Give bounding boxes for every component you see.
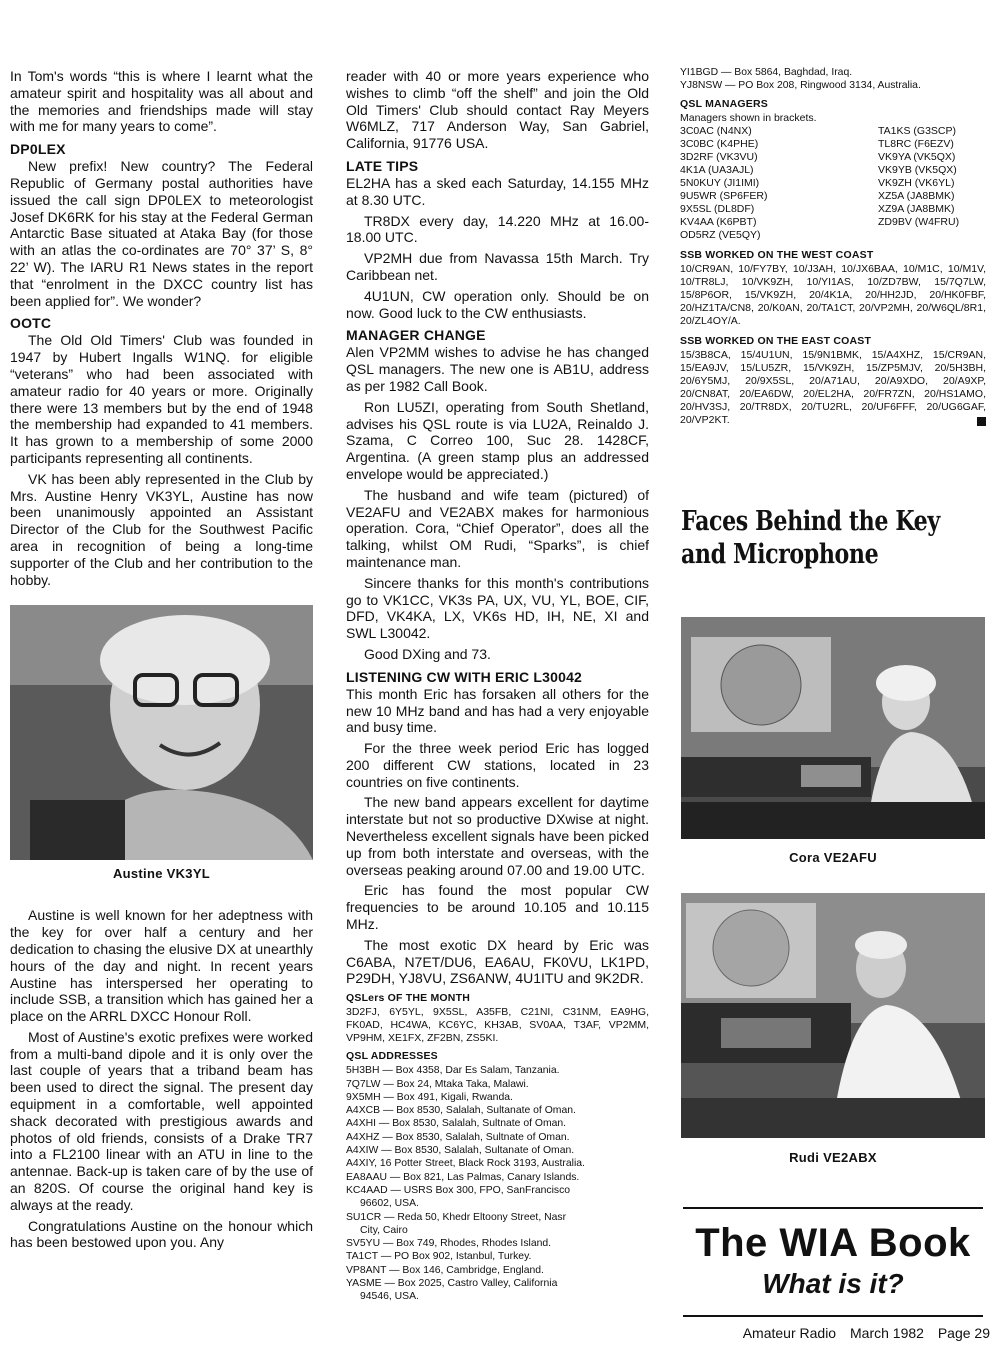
faces-section-title: Faces Behind the Key and Microphone <box>681 506 940 570</box>
manager-entry: 4K1A (UA3AJL) <box>680 163 754 176</box>
listening-heading: LISTENING CW WITH ERIC L30042 <box>346 668 583 685</box>
manager-paragraph-5: Good DXing and 73. <box>364 645 491 662</box>
late-tip-1: EL2HA has a sked each Saturday, 14.155 MHz at 8.30 UTC. <box>346 174 649 208</box>
manager-entry: TA1KS (G3SCP) <box>878 124 956 137</box>
address-continuation: 94546, USA. <box>360 1291 419 1303</box>
page-footer <box>700 1325 990 1341</box>
manager-entry: VK9YA (VK5QX) <box>878 150 956 163</box>
qsl-address-list <box>346 1064 649 1303</box>
listening-paragraph-2: For the three week period Eric has logged 200 different CW stations, located in 23 countries on five continents. <box>346 740 649 790</box>
austine-portrait-illustration <box>10 605 313 860</box>
ootc-paragraph-1: The Old Old Timers' Club was founded in 1947 by Hubert Ingalls W1NQ. for eligible “veterans” who had been associated with amateur radio for 40 years or more. Originally there were 13 members but by the end of 1948 the membership had expanded to 41 members. It has grown to a membership of some 2000 participants representing all continents. <box>10 332 313 466</box>
address-item: KC4AAD — USRS Box 300, FPO, SanFrancisco <box>346 1184 571 1196</box>
ootc-paragraph-2: VK has been ably represented in the Club by Mrs. Austine Henry VK3YL, Austine has now been unanimously appointed an Assistant Director of the Club for the Southwest Pacific area in recognition of being a long-time supporter of the Club and her contribution to the hobby. <box>10 470 313 588</box>
column-3 <box>680 66 986 427</box>
cora-photo <box>681 617 985 839</box>
manager-paragraph-1: Alen VP2MM wishes to advise he has changed QSL managers. The new one is AB1U, address as per 1982 Call Book. <box>346 344 649 394</box>
column-1 <box>10 68 313 1251</box>
late-tips-heading: LATE TIPS <box>346 157 419 174</box>
east-coast-heading: SSB WORKED ON THE EAST COAST <box>680 334 872 347</box>
address-item: A4XIW — Box 8530, Salalah, Sultanate of Oman. <box>346 1145 575 1157</box>
wia-book-advert <box>683 1207 983 1317</box>
rudi-caption: Rudi VE2ABX <box>789 1150 877 1165</box>
manager-paragraph-4: Sincere thanks for this month's contributions go to VK1CC, VK3s PA, UX, VU, YL, BOE, CIF, DFD, VK4KA, LX, VK6s HD, IH, NE, XI and SWL L30042. <box>346 574 649 642</box>
address-item: A4XHI — Box 8530, Salalah, Sultnate of Oman. <box>346 1118 567 1130</box>
address-continuation: City, Cairo <box>360 1224 408 1236</box>
late-tip-4: 4U1UN, CW operation only. Should be on now. Good luck to the CW enthusiasts. <box>346 287 649 321</box>
east-coast-list <box>680 349 986 427</box>
listening-paragraph-4: Eric has found the most popular CW frequencies to be around 10.105 and 10.115 MHz. <box>346 882 649 933</box>
manager-entry: 9U5WR (SP6FER) <box>680 189 768 202</box>
address-item: YI1BGD — Box 5864, Baghdad, Iraq. <box>680 67 853 78</box>
dp0lex-paragraph: New prefix! New country? The Federal Republic of Germany postal authorities have issued the call sign DP0LEX to meteorologist Josef DK6RK for his stay at the Federal German Antarctic Base situated at Ataka Bay (for those with an atlas the co-ordinates are 70° 37’ S, 8° 22’ W). The IARU R1 News states in the report that “enrolment in the DXCC country list has been applied for”. We wonder? <box>10 158 313 309</box>
late-tip-3: VP2MH due from Navassa 15th March. Try Caribbean net. <box>346 250 649 283</box>
qslers-list: 3D2FJ, 6Y5YL, 9X5SL, A35FB, C21NI, C31NM, EA9HG, FK0AD, HC4WA, KC6YC, KH3AB, SV0AA, T3AF, VP2MM, VP9HM, XE1FX, ZF2BN, ZS5KI. <box>346 1006 649 1045</box>
manager-entry: ZD9BV (W4FRU) <box>878 215 960 228</box>
late-tip-2: TR8DX every day, 14.220 MHz at 16.00-18.00 UTC. <box>346 212 649 246</box>
manager-entry: KV4AA (K6PBT) <box>680 215 757 228</box>
address-item: A4XHZ — Box 8530, Salalah, Sultnate of Oman. <box>346 1131 570 1143</box>
address-item: A4XIY, 16 Potter Street, Black Rock 3193, Australia. <box>346 1158 585 1170</box>
manager-entry: 3C0BC (K4PHE) <box>680 137 759 150</box>
address-item: 9X5MH — Box 491, Kigali, Rwanda. <box>346 1091 513 1103</box>
east-coast-text: 15/3B8CA, 15/4U1UN, 15/9N1BMK, 15/A4XHZ, 15/CR9AN, 15/EA9JV, 15/LU5ZR, 15/VK9ZH, 15/ZP5MJV, 20/5H3BH, 20/6Y5MJ, 20/9X5SL, 20/A71AU, 20/A9XDO, 20/A9XP, 20/CN8AT, 20/EA6DW, 20/EL2HA, 20/FR7ZN, 20/HS1AMO, 20/HV3SJ, 20/TR8DX, 20/TU2RL, 20/UF6FFF, 20/UG6GAF, 20/VP2KT. <box>680 348 986 426</box>
address-continuation: 96602, USA. <box>360 1198 419 1210</box>
austine-paragraph-2: Most of Austine's exotic prefixes were worked from a multi-band dipole and it is only over the last couple of years that a triband beam has been used to direct the signal. The present day equipment in a comfortable, well appointed shack decorated with prestigious awards and photos of old friends, consists of a Drake TR7 into a FL2100 linear with an ATU in line to the antennae. Back-up is taken care of by the use of an 820S. Of course the original hand key is always at the ready. <box>10 1028 313 1213</box>
austine-caption: Austine VK3YL <box>112 866 211 882</box>
west-coast-heading: SSB WORKED ON THE WEST COAST <box>680 248 874 261</box>
manager-entry: VK9YB (VK5QX) <box>878 163 957 176</box>
qsl-addresses-heading: QSL ADDRESSES <box>346 1050 438 1063</box>
address-item: SV5YU — Box 749, Rhodes, Rhodes Island. <box>346 1238 552 1250</box>
listening-paragraph-1: This month Eric has forsaken all others for the new 10 MHz band and has had a very enjoyable and busy time. <box>346 685 649 736</box>
manager-entry: 3C0AC (N4NX) <box>680 124 752 137</box>
qsl-managers-table <box>680 125 986 242</box>
end-of-article-mark <box>977 417 986 426</box>
rudi-shack-illustration <box>681 893 985 1138</box>
rudi-photo <box>681 893 985 1138</box>
address-item: EA8AAU — Box 821, Las Palmas, Canary Islands. <box>346 1171 580 1183</box>
manager-entry: TL8RC (F6EZV) <box>878 137 954 150</box>
address-item: 7Q7LW — Box 24, Mtaka Taka, Malawi. <box>346 1078 529 1090</box>
ootc-continuation: reader with 40 or more years experience who wishes to climb “off the shelf” and join the Old Old Timers' Club should contact Ray Meyers W6MLZ, 717 Anderson Way, San Gabriel, California, 91776 USA. <box>346 68 649 152</box>
address-item: VP8ANT — Box 146, Cambridge, England. <box>346 1264 544 1276</box>
manager-paragraph-3: The husband and wife team (pictured) of VE2AFU and VE2ABX makes for harmonious operation. Cora, “Chief Operator”, does all the talking, whilst OM Rudi, “Sparks”, is chief maintenance man. <box>346 486 649 570</box>
manager-entry: 5N0KUY (JI1IMI) <box>680 176 760 189</box>
manager-entry: 9X5SL (DL8DF) <box>680 202 755 215</box>
listening-paragraph-3: The new band appears excellent for daytime interstate but not so productive DXwise at night. Nevertheless excellent signals have been picked up from both interstate and overseas, with the overseas peaking around 07.00 and 19.00 UTC. <box>346 794 649 878</box>
address-item: SU1CR — Reda 50, Khedr Eltoony Street, Nasr <box>346 1211 567 1223</box>
manager-entry: XZ5A (JA8BMK) <box>878 189 955 202</box>
manager-entry <box>878 229 986 242</box>
managers-note: Managers shown in brackets. <box>680 111 817 124</box>
wia-book-title: The WIA Book <box>695 1221 971 1265</box>
top-address-list <box>680 66 986 93</box>
address-item: YJ8NSW — PO Box 208, Ringwood 3134, Australia. <box>680 80 921 92</box>
manager-entry: OD5RZ (VE5QY) <box>680 228 761 241</box>
listening-paragraph-5: The most exotic DX heard by Eric was C6ABA, N7ET/DU6, EA6AU, FK0VU, LK1PD, P29DH, YJ8VU, ZS6ANW, 4U1ITU and 9K2DR. <box>346 936 649 987</box>
address-item: TA1CT — PO Box 902, Istanbul, Turkey. <box>346 1251 532 1263</box>
intro-paragraph: In Tom's words “this is where I learnt what the amateur spirit and hospitality was all about and the memories and friendships made will stay with me for many years to come”. <box>10 68 313 135</box>
wia-book-subtitle: What is it? <box>762 1268 904 1299</box>
issue-date: March 1982 <box>850 1325 924 1341</box>
address-item: A4XCB — Box 8530, Salalah, Sultanate of Oman. <box>346 1105 576 1117</box>
cora-shack-illustration <box>681 617 985 839</box>
manager-entry: VK9ZH (VK6YL) <box>878 176 955 189</box>
address-item: 5H3BH — Box 4358, Dar Es Salam, Tanzania. <box>346 1065 560 1077</box>
manager-paragraph-2: Ron LU5ZI, operating from South Shetland, advises his QSL route is via LU2A, Reinaldo J. Szama, C Correo 100, Suc 28. 1428CF, Argentina. (A green stamp plus an addressed envelope would be appreciated.) <box>346 398 649 482</box>
column-2 <box>346 68 649 1304</box>
austine-photo <box>10 605 313 860</box>
address-item: YASME — Box 2025, Castro Valley, California <box>346 1278 558 1289</box>
cora-caption: Cora VE2AFU <box>789 850 877 865</box>
magazine-name: Amateur Radio <box>742 1325 837 1341</box>
ootc-heading: OOTC <box>10 315 52 332</box>
qsl-managers-heading: QSL MANAGERS <box>680 97 768 110</box>
manager-change-heading: MANAGER CHANGE <box>346 327 486 344</box>
dp0lex-heading: DP0LEX <box>10 141 66 158</box>
austine-paragraph-3: Congratulations Austine on the honour which has been bestowed upon you. Any <box>10 1217 313 1251</box>
page-number: Page 29 <box>937 1325 990 1341</box>
west-coast-list: 10/CR9AN, 10/FY7BY, 10/J3AH, 10/JX6BAA, 10/M1C, 10/M1V, 10/TR8LJ, 10/VK9ZH, 10/YI1AS, 10/ZD7BW, 15/7Q7LW, 15/8P6OR, 15/VK9ZH, 20/4K1A, 20/HH2JD, 20/HK0FBF, 20/HZ1TA/CN8, 20/K0AN, 20/TA1CT, 20/VP2MH, 20/W6QL/8R1, 20/ZL4OY/A. <box>680 262 986 327</box>
manager-entry: 3D2RF (VK3VU) <box>680 150 758 163</box>
manager-entry: XZ9A (JA8BMK) <box>878 202 955 215</box>
qslers-heading: QSLers OF THE MONTH <box>346 992 470 1005</box>
austine-paragraph-1: Austine is well known for her adeptness with the key for over half a century and her dedication to chasing the elusive DX at unearthly hours of the day and night. In recent years Austine has interspersed her operating to include SSB, a transition which has gained her a place on the ARRL DXCC Honour Roll. <box>10 907 313 1025</box>
